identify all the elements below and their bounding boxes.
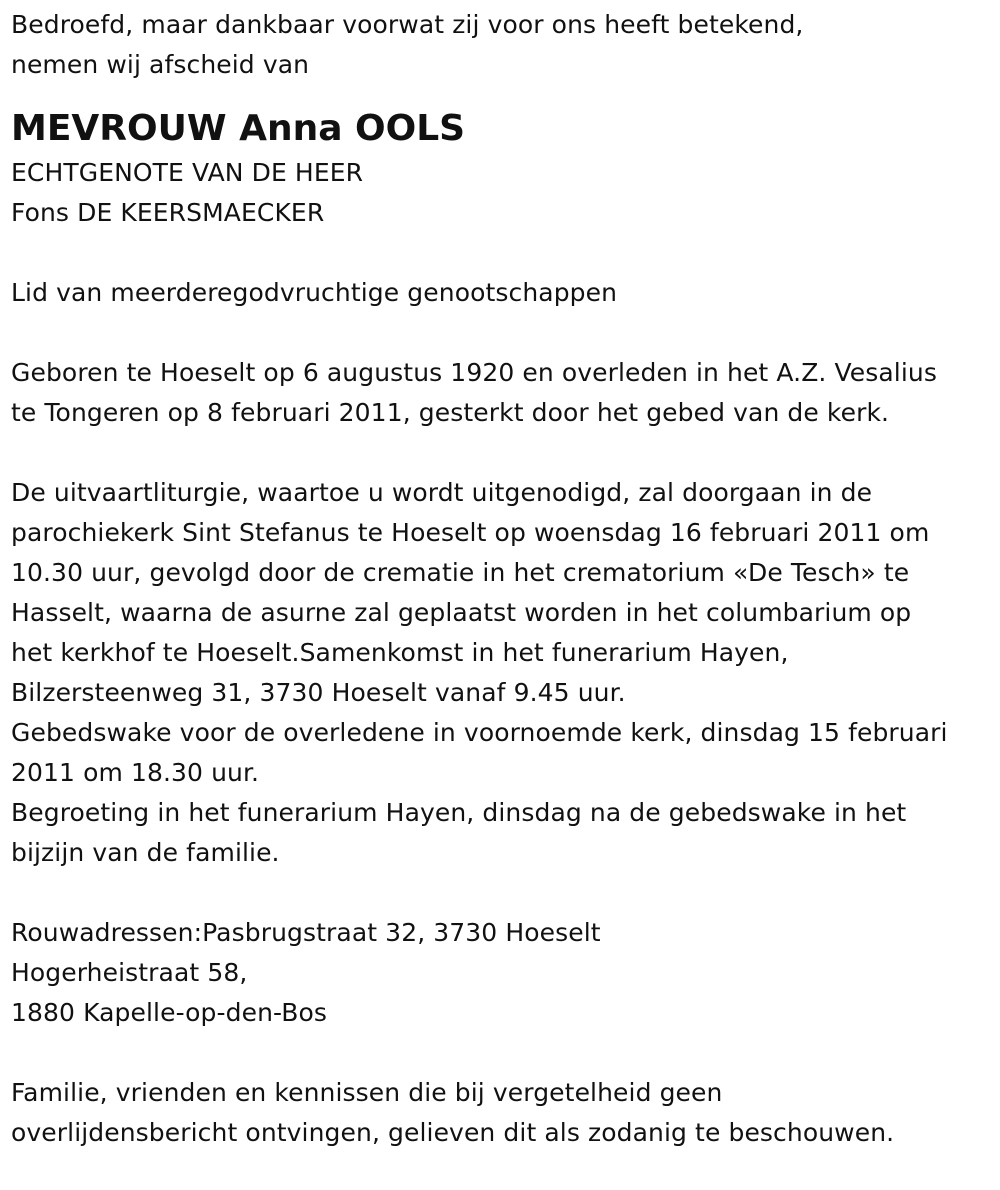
closing-line: overlijdensbericht ontvingen, gelieven dit als zodanig te beschouwen. — [11, 1118, 895, 1147]
funeral-line: 2011 om 18.30 uur. — [11, 758, 260, 787]
death-notice — [11, 5, 995, 1153]
spacer — [11, 873, 995, 913]
address-line: Rouwadressen:Pasbrugstraat 32, 3730 Hoeselt — [11, 918, 601, 947]
funeral-line: Begroeting in het funerarium Hayen, dinsdag na de gebedswake in het — [11, 798, 907, 827]
spacer — [11, 233, 995, 273]
funeral-line: bijzijn van de familie. — [11, 838, 280, 867]
birth-death-line: Geboren te Hoeselt op 6 augustus 1920 en overleden in het A.Z. Vesalius — [11, 358, 937, 387]
membership-line: Lid van meerderegodvruchtige genootschappen — [11, 278, 618, 307]
spouse-line: Fons DE KEERSMAECKER — [11, 198, 325, 227]
funeral-line: Hasselt, waarna de asurne zal geplaatst worden in het columbarium op — [11, 598, 912, 627]
spouse-block — [11, 153, 995, 233]
birth-death-line: te Tongeren op 8 februari 2011, gesterkt door het gebed van de kerk. — [11, 398, 890, 427]
addresses-block — [11, 913, 995, 1033]
funeral-line: De uitvaartliturgie, waartoe u wordt uitgenodigd, zal doorgaan in de — [11, 478, 873, 507]
closing-paragraph — [11, 1073, 995, 1153]
spouse-line: ECHTGENOTE VAN DE HEER — [11, 158, 364, 187]
birth-death-paragraph — [11, 353, 995, 433]
closing-line: Familie, vrienden en kennissen die bij vergetelheid geen — [11, 1078, 723, 1107]
intro-line: Bedroefd, maar dankbaar voorwat zij voor ons heeft betekend, — [11, 10, 804, 39]
funeral-line: Bilzersteenweg 31, 3730 Hoeselt vanaf 9.45 uur. — [11, 678, 626, 707]
spacer — [11, 313, 995, 353]
spacer — [11, 1033, 995, 1073]
spacer — [11, 433, 995, 473]
funeral-line: Gebedswake voor de overledene in voornoemde kerk, dinsdag 15 februari — [11, 718, 948, 747]
address-line: Hogerheistraat 58, — [11, 958, 248, 987]
intro-line: nemen wij afscheid van — [11, 50, 310, 79]
funeral-line: parochiekerk Sint Stefanus te Hoeselt op woensdag 16 februari 2011 om — [11, 518, 930, 547]
address-line: 1880 Kapelle-op-den-Bos — [11, 998, 328, 1027]
funeral-paragraph — [11, 473, 995, 873]
intro-paragraph — [11, 5, 995, 85]
funeral-line: 10.30 uur, gevolgd door de crematie in het crematorium «De Tesch» te — [11, 558, 910, 587]
deceased-name: MEVROUW Anna OOLS — [11, 108, 466, 149]
funeral-line: het kerkhof te Hoeselt.Samenkomst in het funerarium Hayen, — [11, 638, 789, 667]
